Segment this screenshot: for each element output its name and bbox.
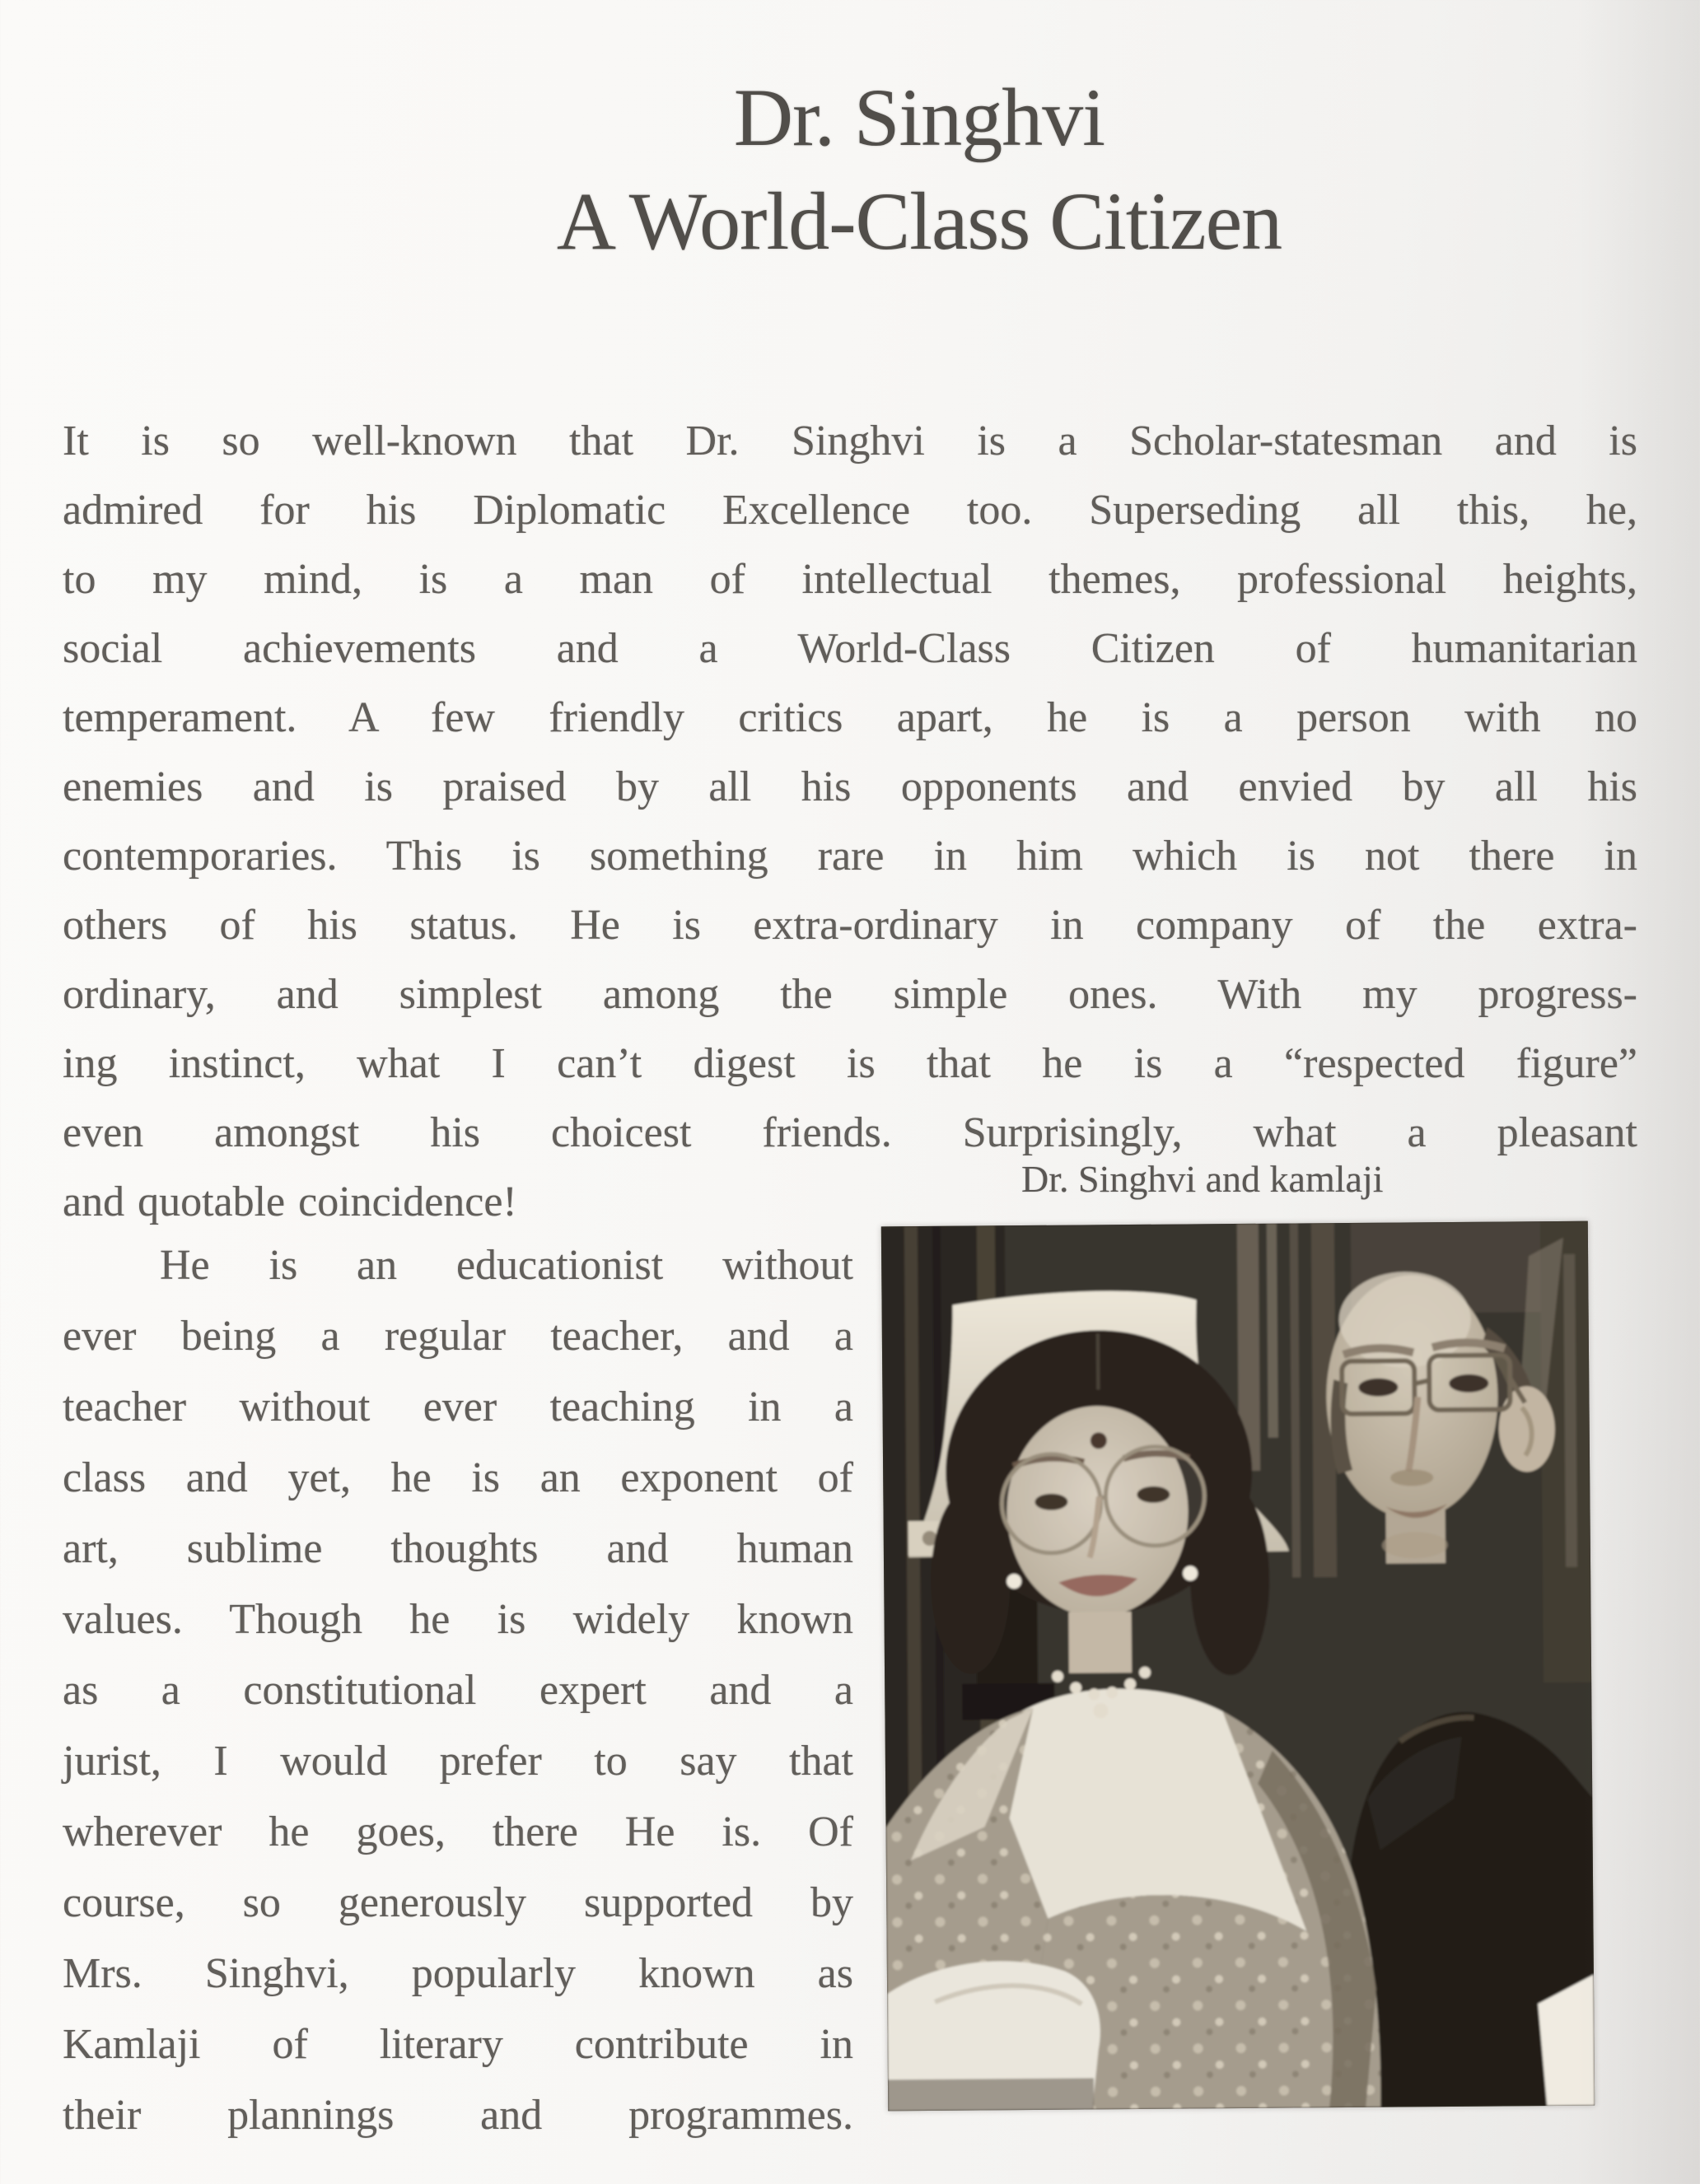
- text-line: It is so well-known that Dr. Singhvi is a Scholar-statesman and is: [63, 418, 1637, 464]
- text-line: He is an educationist without: [160, 1242, 853, 1289]
- text-line: teacher without ever teaching in a: [63, 1384, 853, 1430]
- photo: [881, 1221, 1595, 2112]
- text-line: ing instinct, what I can’t digest is that he is a “respected figure”: [63, 1040, 1637, 1087]
- text-line: art, sublime thoughts and human: [63, 1525, 853, 1572]
- text-line: jurist, I would prefer to say that: [63, 1738, 853, 1785]
- text-line: Mrs. Singhvi, popularly known as: [63, 1950, 853, 1997]
- text-line: even amongst his choicest friends. Surprisingly, what a pleasant: [63, 1109, 1637, 1156]
- text-line: course, so generously supported by: [63, 1879, 853, 1926]
- text-line: values. Though he is widely known: [63, 1596, 853, 1643]
- text-line: their plannings and programmes.: [63, 2092, 853, 2139]
- text-line: ordinary, and simplest among the simple ones. With my progress-: [63, 971, 1637, 1018]
- title-line-1: Dr. Singhvi: [733, 72, 1105, 163]
- text-line: class and yet, he is an exponent of: [63, 1454, 853, 1501]
- text-line: social achievements and a World-Class Citizen of humanitarian: [63, 625, 1637, 672]
- text-line: others of his status. He is extra-ordinary in company of the extra-: [63, 902, 1637, 949]
- article-title: [0, 66, 1700, 273]
- text-line: enemies and is praised by all his opponents and envied by all his: [63, 763, 1637, 810]
- text-line: wherever he goes, there He is. Of: [63, 1808, 853, 1855]
- text-line: admired for his Diplomatic Excellence too. Superseding all this, he,: [63, 487, 1637, 534]
- text-line: temperament. A few friendly critics apart, he is a person with no: [63, 694, 1637, 741]
- title-line-2: A World-Class Citizen: [556, 175, 1282, 267]
- text-line: contemporaries. This is something rare in him which is not there in: [63, 833, 1637, 880]
- text-line: Kamlaji of literary contribute in: [63, 2021, 853, 2068]
- text-line: and quotable coincidence!: [63, 1178, 517, 1225]
- text-line: as a constitutional expert and a: [63, 1667, 853, 1714]
- photo-image: [881, 1221, 1595, 2112]
- photo-caption: Dr. Singhvi and kamlaji: [1021, 1158, 1384, 1200]
- paragraph-1: [63, 407, 1637, 1168]
- text-line: ever being a regular teacher, and a: [63, 1313, 853, 1360]
- text-line: to my mind, is a man of intellectual themes, professional heights,: [63, 556, 1637, 603]
- paragraph-2-section: [63, 1230, 1591, 2151]
